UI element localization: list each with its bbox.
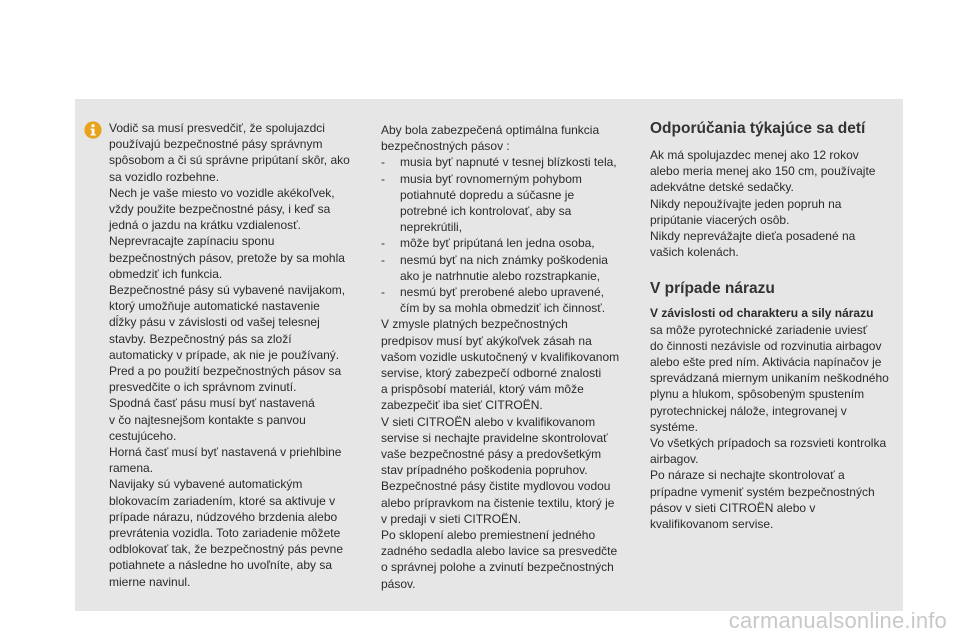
- text-line: vašich kolenách.: [650, 245, 739, 260]
- text-line: presvedčite o ich správnom zvinutí.: [109, 380, 297, 395]
- list-item-line: neprekrútili,: [400, 220, 463, 235]
- text-line: jedná o jazdu na krátku vzdialenosť.: [109, 218, 301, 233]
- text-line: sa vozidlo rozbehne.: [109, 169, 220, 184]
- text-line: používajú bezpečnostné pásy správnym: [109, 137, 323, 152]
- text-line: Nikdy neprevážajte dieťa posadené na: [650, 229, 856, 244]
- seatbelt-notes-column: [109, 120, 361, 590]
- text-line: Vodič sa musí presvedčiť, že spolujazdci: [109, 121, 325, 135]
- text-line: v predaji v sieti CITROËN.: [381, 511, 522, 526]
- text-line: prípade nárazu, núdzového brzdenia alebo: [109, 509, 338, 524]
- list-item: [381, 154, 631, 170]
- dash-bullet: -: [381, 236, 385, 251]
- text-line: Vo všetkých prípadoch sa rozsvieti kontrolka: [650, 436, 887, 451]
- list-item-line: musia byť napnuté v tesnej blízkosti tela,: [400, 155, 617, 170]
- text-line: alebo prípravkom na čistenie textilu, ktorý je: [381, 495, 615, 510]
- text-line: pásov v sieti CITROËN alebo v: [650, 500, 816, 515]
- text-line: do činnosti nezávisle od rozvinutia airbagov: [650, 338, 882, 353]
- text-line: vašom vozidle uskutočnený v kvalifikovanom: [381, 349, 620, 364]
- text-line: obmedziť ich funkcia.: [109, 266, 223, 281]
- list-item-line: čím by sa mohla obmedziť ich činnosť.: [400, 301, 606, 316]
- text-line: o správnej polohe a zvinutí bezpečnostných: [381, 560, 614, 575]
- text-line: Bezpečnostné pásy sú vybavené navijakom,: [109, 283, 346, 298]
- dash-bullet: -: [381, 155, 385, 170]
- text-line: alebo ešte pred ním. Aktivácia napínačov je: [650, 355, 882, 370]
- text-line: plynu a hlukom, spôsobeným spustením: [650, 387, 865, 402]
- text-line: Horná časť musí byť nastavená v priehlbine: [109, 445, 342, 460]
- dash-bullet: -: [381, 285, 385, 300]
- text-line: vždy použite bezpečnostné pásy, i keď sa: [109, 202, 331, 217]
- text-line: Po náraze si nechajte skontrolovať a: [650, 468, 845, 483]
- text-line: Spodná časť pásu musí byť nastavená: [109, 396, 315, 411]
- info-icon: [84, 121, 102, 139]
- text-line: pyrotechnickej nálože, integrovanej v: [650, 403, 847, 418]
- text-line: airbagov.: [650, 452, 699, 467]
- requirements-list: [381, 154, 631, 316]
- text-line: dĺžky pásu v závislosti od vašej telesnej: [109, 315, 320, 330]
- text-line: predpisov musí byť akýkoľvek zásah na: [381, 333, 592, 348]
- text-line: kvalifikovanom servise.: [650, 517, 774, 532]
- intro-line: bezpečnostných pásov :: [381, 139, 510, 154]
- text-line: Ak má spolujazdec menej ako 12 rokov: [650, 148, 859, 162]
- list-item-line: nesmú byť prerobené alebo upravené,: [400, 285, 604, 300]
- children-and-crash-column: [650, 120, 890, 532]
- text-line: Pred a po použití bezpečnostných pásov sa: [109, 364, 342, 379]
- list-item-line: potrebné ich kontrolovať, aby sa: [400, 204, 572, 219]
- text-line: automaticky v prípade, ak nie je používaný.: [109, 347, 340, 362]
- list-item-line: ako je natrhnutie alebo rozstrapkanie,: [400, 268, 601, 283]
- text-line: odblokovať tak, že bezpečnostný pás pevne: [109, 542, 343, 557]
- text-line: servise, ktorý zabezpečí odborné znalosti: [381, 366, 602, 381]
- text-line: zabezpečiť iba sieť CITROËN.: [381, 398, 543, 413]
- text-line: cestujúceho.: [109, 428, 177, 443]
- text-line: vaše bezpečnostné pásy a predovšetkým: [381, 447, 602, 462]
- text-line: bezpečnostných pásov, pretože by sa mohla: [109, 250, 345, 265]
- intro-line: Aby bola zabezpečená optimálna funkcia: [381, 123, 600, 137]
- list-item-line: musia byť rovnomerným pohybom: [400, 171, 582, 186]
- list-item: [381, 252, 631, 284]
- text-line: alebo meria menej ako 150 cm, používajte: [650, 164, 876, 179]
- text-line: sprevádzaná miernym unikaním neškodného: [650, 371, 889, 386]
- text-line: ramena.: [109, 461, 154, 476]
- dash-bullet: -: [381, 171, 385, 186]
- text-line: zadného sedadla alebo lavice sa presvedčte: [381, 544, 618, 559]
- text-line: v čo najtesnejšom kontakte s panvou: [109, 412, 306, 427]
- section-heading-crash: V prípade nárazu: [650, 280, 775, 298]
- list-item-line: nesmú byť na nich známky poškodenia: [400, 252, 608, 267]
- text-line: Nikdy nepoužívajte jeden popruh na: [650, 196, 842, 211]
- text-line: prípadne vymeniť systém bezpečnostných: [650, 484, 875, 499]
- text-line: Po sklopení alebo premiestnení jedného: [381, 528, 596, 543]
- dash-bullet: -: [381, 252, 385, 267]
- watermark: carmanualsonline.info: [728, 608, 947, 633]
- text-line: potiahnete a následne ho uvoľníte, aby sa: [109, 558, 333, 573]
- text-line: Neprevracajte zapínaciu sponu: [109, 234, 275, 249]
- text-line: V zmysle platných bezpečnostných: [381, 317, 568, 332]
- text-line: Nech je vaše miesto vo vozidle akékoľvek,: [109, 185, 335, 200]
- list-item: [381, 284, 631, 316]
- text-line: pripútanie viacerých osôb.: [650, 212, 790, 227]
- text-line: spôsobom a či sú správne pripútaní skôr, ako: [109, 153, 350, 168]
- text-line: a prispôsobí materiál, ktorý vám môže: [381, 382, 584, 397]
- text-line: sa môže pyrotechnické zariadenie uviesť: [650, 322, 868, 337]
- text-line: systéme.: [650, 419, 699, 434]
- text-line: blokovacím zariadením, ktoré sa aktivuje v: [109, 493, 336, 508]
- text-line: stav prípadného poškodenia popruhov.: [381, 463, 588, 478]
- list-item: [381, 235, 631, 251]
- text-line: pásov.: [381, 576, 416, 591]
- text-line: servise si nechajte pravidelne skontrolovať: [381, 430, 608, 445]
- text-line: ktorý umožňuje automatické nastavenie: [109, 299, 320, 314]
- text-line: Navijaky sú vybavené automatickým: [109, 477, 303, 492]
- seatbelt-care-column: [381, 122, 631, 592]
- list-item-line: potiahnuté dopredu a súčasne je: [400, 187, 575, 202]
- list-item: [381, 171, 631, 236]
- list-item-line: môže byť pripútaná len jedna osoba,: [400, 236, 595, 251]
- text-line: V sieti CITROËN alebo v kvalifikovanom: [381, 414, 596, 429]
- text-line: adekvátne detské sedačky.: [650, 180, 794, 195]
- text-line: prevrátenia vozidla. Toto zariadenie môžete: [109, 526, 341, 541]
- bold-lead-line: V závislosti od charakteru a sily nárazu: [650, 306, 874, 321]
- text-line: Bezpečnostné pásy čistite mydlovou vodou: [381, 479, 611, 494]
- text-line: stavby. Bezpečnostný pás sa zloží: [109, 331, 292, 346]
- text-line: mierne navinul.: [109, 574, 191, 589]
- section-heading-children: Odporúčania týkajúce sa detí: [650, 120, 866, 137]
